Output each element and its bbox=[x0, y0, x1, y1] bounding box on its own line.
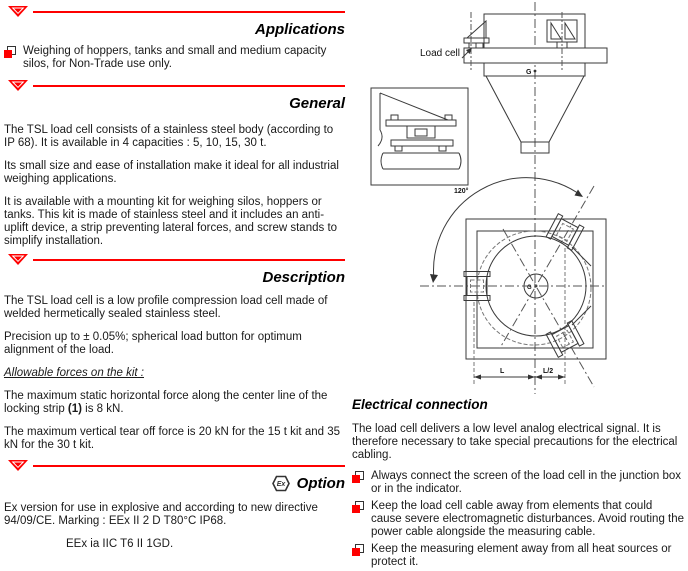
mounting-detail-inset bbox=[371, 88, 468, 185]
section-marker-triangle-icon bbox=[8, 254, 28, 266]
option-divider bbox=[0, 460, 347, 472]
list-item bbox=[352, 500, 686, 539]
paragraph: The load cell delivers a low level analog electrical signal. It is therefore necessary to take special precautions for the electrical cabling. bbox=[352, 423, 678, 461]
list-item bbox=[352, 470, 686, 496]
applications-divider bbox=[0, 6, 347, 18]
gravity-label-plan: G bbox=[527, 285, 532, 291]
square-bullet-icon bbox=[4, 46, 16, 58]
section-electrical-connection bbox=[352, 398, 686, 571]
paragraph: EEx ia IIC T6 II 1GD. bbox=[66, 538, 174, 550]
section-description bbox=[0, 254, 347, 462]
load-cell-technical-drawing bbox=[350, 0, 688, 396]
divider-line bbox=[33, 11, 345, 13]
angle-label: 120° bbox=[454, 188, 469, 195]
list-item-text: Weighing of hoppers, tanks and small and medium capacity silos, for Non-Trade use only. bbox=[23, 45, 327, 70]
left-gusset bbox=[467, 21, 486, 38]
general-title: General bbox=[289, 95, 345, 112]
electrical-list bbox=[352, 470, 686, 569]
description-title: Description bbox=[262, 269, 345, 286]
electrical-title: Electrical connection bbox=[352, 397, 488, 412]
paragraph: Ex version for use in explosive and according to new directive 94/09/CE. Marking : EEx II 2 D T80°C IP68. bbox=[4, 502, 318, 527]
paragraph: Precision up to ± 0.05%; spherical load button for optimum alignment of the load. bbox=[4, 331, 302, 356]
forces-subheading: Allowable forces on the kit : bbox=[4, 367, 144, 379]
section-marker-triangle-icon bbox=[8, 80, 28, 92]
dimension-l2-label: L/2 bbox=[543, 368, 554, 375]
section-marker-triangle-icon bbox=[8, 6, 28, 18]
option-title: Option bbox=[296, 475, 345, 492]
gravity-label: G bbox=[526, 69, 532, 76]
applications-title: Applications bbox=[254, 21, 345, 38]
general-divider bbox=[0, 80, 347, 92]
list-item-text: Always connect the screen of the load cell in the junction box or in the indicator. bbox=[371, 470, 682, 495]
list-item bbox=[4, 45, 345, 71]
svg-text:Ex: Ex bbox=[276, 481, 285, 488]
section-marker-triangle-icon bbox=[8, 460, 28, 472]
locking-strip-ref: (1) bbox=[67, 403, 82, 415]
paragraph: The TSL load cell is a low profile compression load cell made of welded hermetically sealed stainless steel. bbox=[4, 295, 328, 320]
square-bullet-icon bbox=[352, 544, 364, 556]
paragraph: The maximum static horizontal force along the center line of the locking strip (1) is 8 kN. bbox=[4, 390, 328, 415]
support-beam bbox=[464, 48, 607, 63]
divider-line bbox=[33, 259, 345, 261]
right-column bbox=[350, 0, 688, 571]
paragraph: The TSL load cell consists of a stainless steel body (according to IP 68). It is available in 4 capacities : 5, 10, 15, 30 t. bbox=[4, 124, 334, 149]
load-cell-callout-label: Load cell bbox=[419, 48, 460, 59]
square-bullet-icon bbox=[352, 471, 364, 483]
hopper-plan-view bbox=[420, 178, 607, 387]
hopper-elevation-view bbox=[420, 12, 607, 153]
divider-line bbox=[33, 465, 345, 467]
paragraph: The maximum vertical tear off force is 20 kN for the 15 t kit and 35 kN for the 30 t kit. bbox=[4, 426, 340, 451]
description-divider bbox=[0, 254, 347, 266]
divider-line bbox=[33, 85, 345, 87]
list-item bbox=[352, 543, 686, 569]
list-item-text: Keep the load cell cable away from elements that could cause severe electromagnetic disturbances. Avoid routing the power cable alongside the measuring cable. bbox=[371, 500, 685, 538]
applications-list bbox=[4, 45, 345, 71]
square-bullet-icon bbox=[352, 501, 364, 513]
section-option bbox=[0, 460, 347, 561]
paragraph: Its small size and ease of installation make it ideal for all industrial weighing applications. bbox=[4, 160, 339, 185]
section-general bbox=[0, 80, 347, 258]
section-applications bbox=[0, 6, 347, 76]
paragraph: It is available with a mounting kit for weighing silos, hoppers or tanks. This kit is made of stainless steel and it includes an anti-uplift device, a strip preventing lateral forces, and screw stands to simplify installation. bbox=[4, 196, 338, 247]
list-item-text: Keep the measuring element away from all heat sources or protect it. bbox=[371, 543, 672, 568]
dimension-l-label: L bbox=[500, 368, 505, 375]
ex-atex-hexagon-icon bbox=[272, 475, 290, 492]
